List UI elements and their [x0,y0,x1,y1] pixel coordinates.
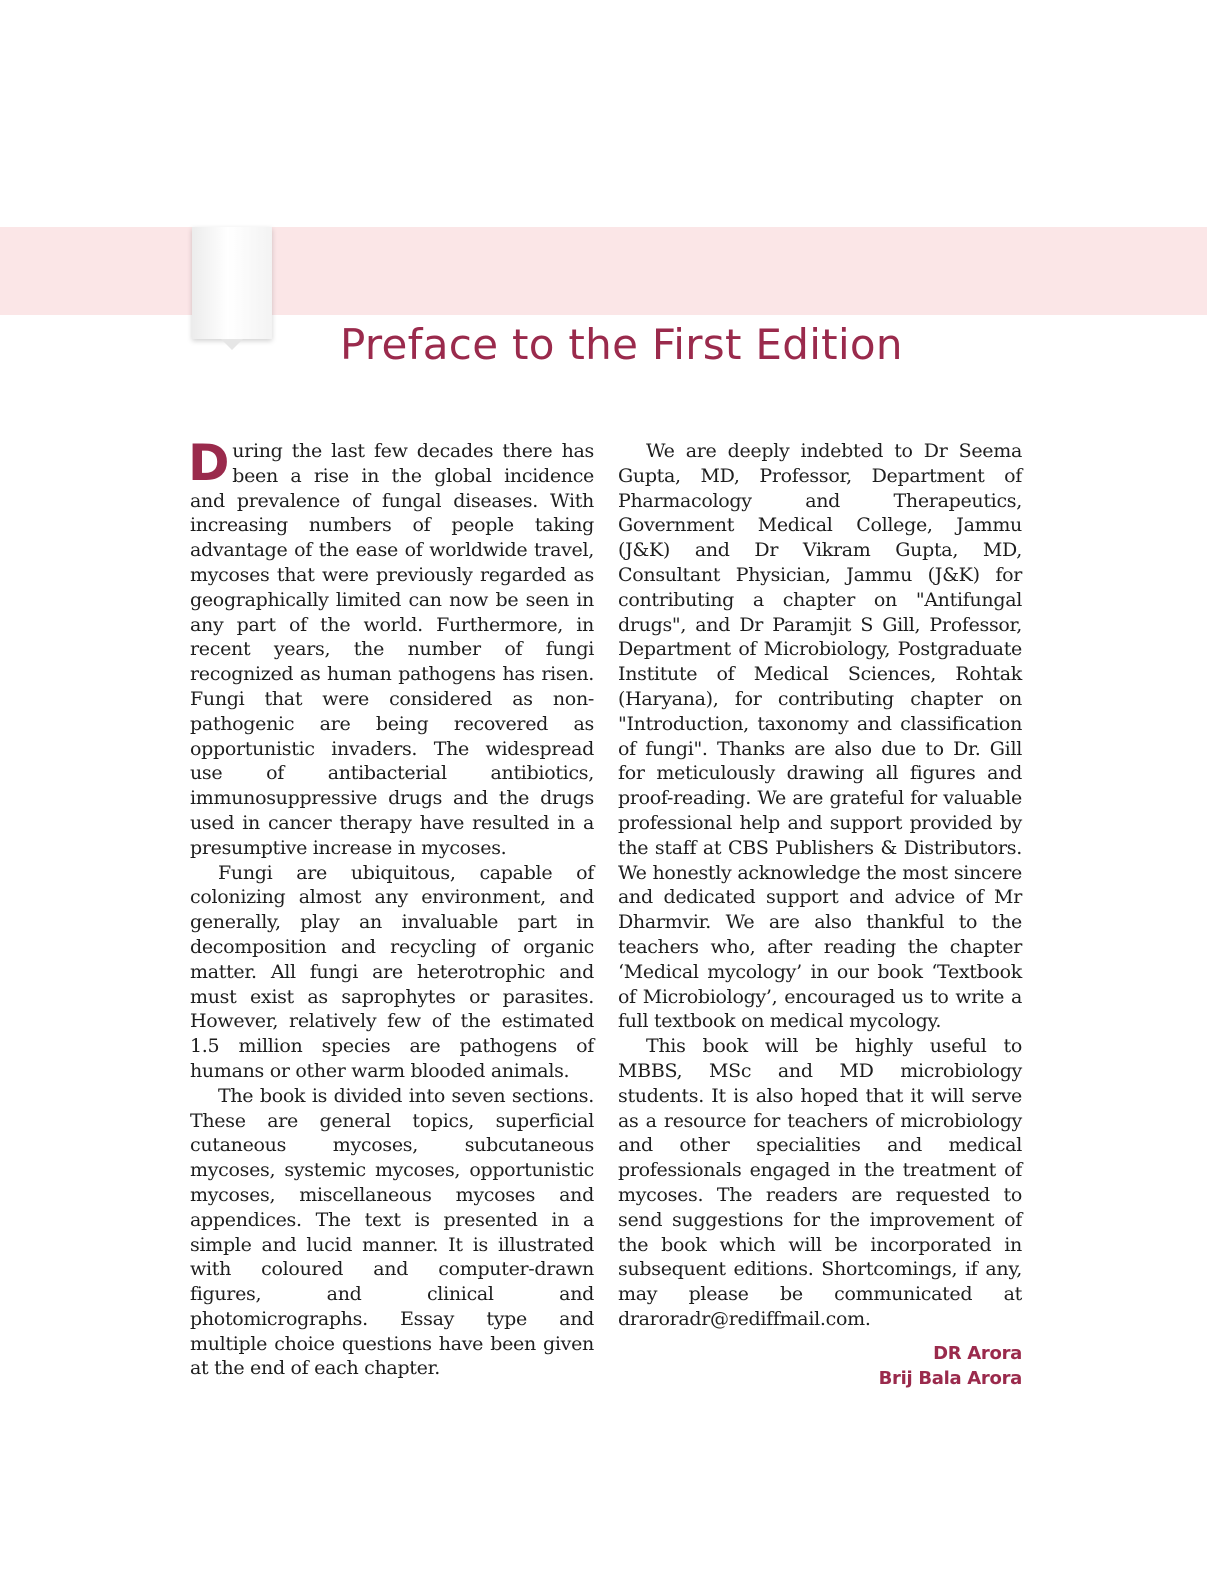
paragraph-audience: This book will be highly useful to MBBS, MSc and MD microbiology students. It is also hoped that it will serve as a resource for teachers of microbiology and other specialities and medical professionals engaged in the treatment of mycoses. The readers are requested to send suggestions for the improvement of the book which will be incorporated in subsequent editions. Shortcomings, if any, may please be communicated at draroradr@rediffmail.com. [618,1035,1022,1330]
page-title: Preface to the First Edition [340,320,903,369]
right-column [618,439,1022,1391]
author-2: Brij Bala Arora [878,1367,1022,1389]
paragraph-acknowledgements: We are deeply indebted to Dr Seema Gupta, MD, Professor, Department of Pharmacology and Therapeutics, Government Medical College, Jammu (J&K) and Dr Vikram Gupta, MD, Consultant Physician, Jammu (J&K) for contributing a chapter on "Antifungal drugs", and Dr Paramjit S Gill, Professor, Department of Microbiology, Postgraduate Institute of Medical Sciences, Rohtak (Haryana), for contributing chapter on "Introduction, taxonomy and classification of fungi". Thanks are also due to Dr. Gill for meticulously drawing all figures and proof-reading. We are grateful for valuable professional help and support provided by the staff at CBS Publishers & Distributors. We honestly acknowledge the most sincere and dedicated support and advice of Mr Dharmvir. We are also thankful to the teachers who, after reading the chapter ‘Medical mycology’ in our book ‘Textbook of Microbiology’, encouraged us to write a full textbook on medical mycology. [618,440,1022,1033]
header-band [0,227,1207,315]
paragraph-1-text: uring the last few decades there has been a rise in the global incidence and prevalence of fungal diseases. With increasing numbers of people taking advantage of the ease of worldwide travel, mycoses that were previously regarded as geographically limited can now be seen in any part of the world. Furthermore, in recent years, the number of fungi recognized as human pathogens has risen. Fungi that were considered as non-pathogenic are being recovered as opportunistic invaders. The widespread use of antibacterial antibiotics, immunosuppressive drugs and the drugs used in cancer therapy have resulted in a presumptive increase in mycoses. [190,440,594,859]
bookmark-notch [221,339,243,350]
author-1: DR Arora [933,1342,1022,1364]
drop-cap: D [188,434,230,492]
paragraph-1 [188,434,594,861]
bookmark-ribbon [192,227,272,339]
paragraph-3: The book is divided into seven sections. These are general topics, superficial cutaneous mycoses, subcutaneous mycoses, systemic mycoses, opportunistic mycoses, miscellaneous mycoses and appendices. The text is presented in a simple and lucid manner. It is illustrated with coloured and computer-drawn figures, and clinical and photomicrographs. Essay type and multiple choice questions have been given at the end of each chapter. [190,1084,594,1380]
paragraph-2: Fungi are ubiquitous, capable of colonizing almost any environment, and generally, play an invaluable part in decomposition and recycling of organic matter. All fungi are heterotrophic and must exist as saprophytes or parasites. However, relatively few of the estimated 1.5 million species are pathogens of humans or other warm blooded animals. [190,861,594,1082]
signature-block [618,1341,1022,1391]
left-column [188,434,594,1381]
